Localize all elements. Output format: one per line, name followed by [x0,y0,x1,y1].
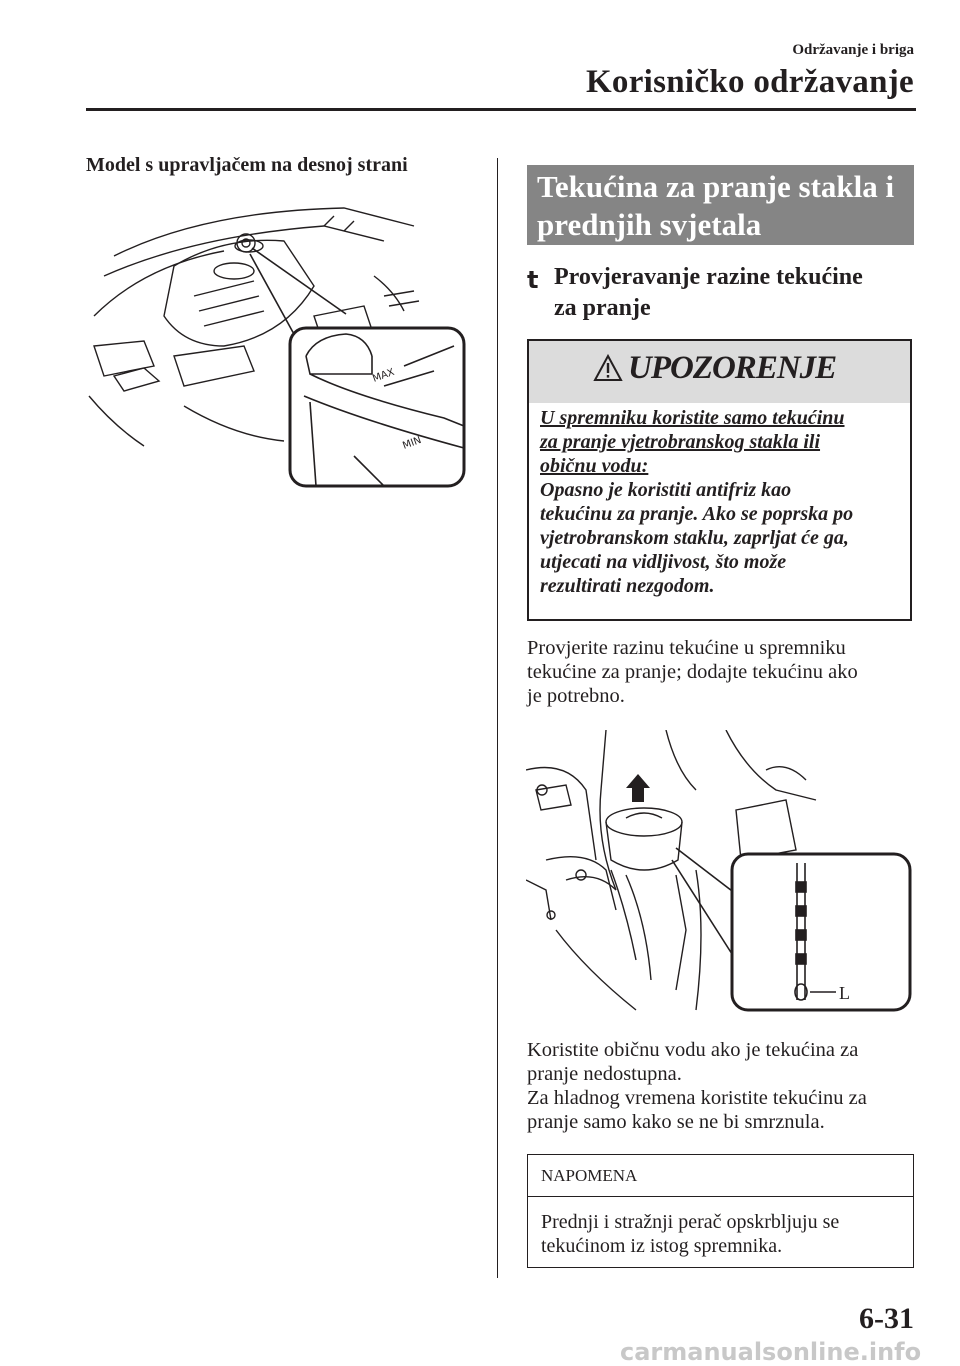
page-number: 6-31 [859,1302,914,1335]
figure-caption-rhd: Model s upravljačem na desnoj strani [86,154,408,176]
column-divider [497,158,498,1278]
warning-triangle-icon [593,354,623,382]
header-rule [86,108,916,111]
note-text: Prednji i stražnji perač opskrbljuju se tekućinom iz istog spremnika. [541,1211,840,1257]
section-title: Tekućina za pranje stakla i prednjih svjetala [537,169,895,242]
running-header-section: Održavanje i briga [792,42,914,58]
note-divider [527,1196,914,1197]
level-label: L [839,983,850,1003]
engine-bay-illustration [84,196,474,496]
washer-reservoir-illustration [526,730,916,1020]
footer-watermark: carmanualsonline.info [620,1338,922,1366]
running-header-title: Korisničko održavanje [585,64,914,100]
warning-label: UPOZORENJE [628,350,837,386]
max-label: MAX [371,366,397,385]
body-paragraph-water: Koristite običnu vodu ako je tekućina za pranje nedostupna. Za hladnog vremena koristite tekućinu za pranje samo kako se ne bi smrznula. [527,1039,867,1133]
body-paragraph-check-level: Provjerite razinu tekućine u spremniku tekućine za pranje; dodajte tekućinu ako je potrebno. [527,637,858,707]
subsection-bullet: t [527,266,539,294]
subsection-title: Provjeravanje razine tekućine za pranje [554,264,863,321]
note-heading: NAPOMENA [541,1166,638,1185]
min-label: MIN [401,434,423,452]
warning-text: U spremniku koristite samo tekućinu za pranje vjetrobranskog stakla ili običnu vodu: Opasno je koristiti antifriz kao tekućinu za pranje. Ako se poprska po vjetrobranskom staklu, zaprljat će ga, utjecati na vidljivost, što može rezultirati nezgodom. [540,407,854,597]
